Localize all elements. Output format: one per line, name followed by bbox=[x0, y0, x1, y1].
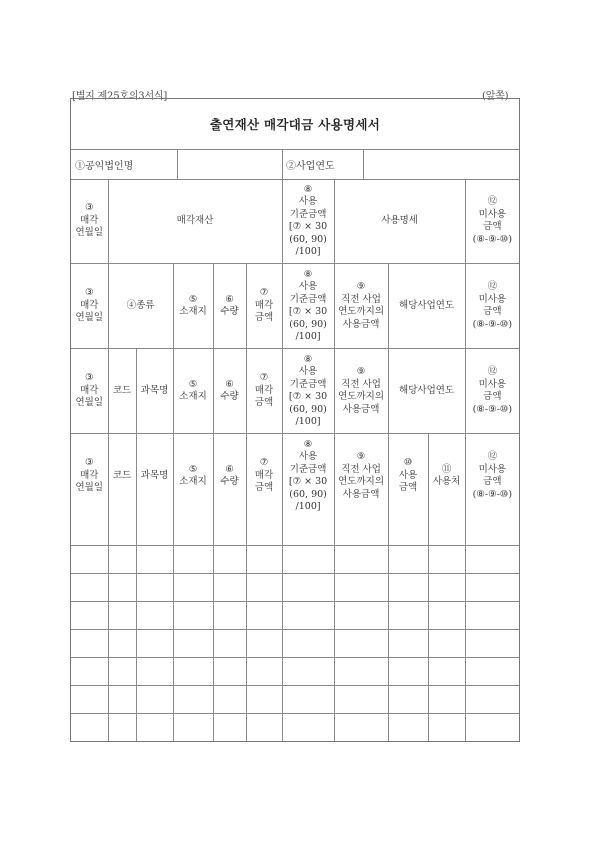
entry-cell[interactable] bbox=[465, 546, 519, 574]
sale-date-header: ③ 매각 연월일 bbox=[75, 287, 104, 324]
entry-cell[interactable] bbox=[136, 574, 173, 602]
sale-amount-header: ⑦ 매각 금액 bbox=[254, 287, 274, 324]
unused-amount-header: ⑫ 미사용 금액 (⑧-⑨-⑩) bbox=[472, 366, 513, 415]
entry-cell[interactable] bbox=[246, 630, 282, 658]
entry-cell[interactable] bbox=[213, 574, 246, 602]
sale-amount-header: ⑦ 매각 금액 bbox=[254, 457, 274, 494]
prior-used-header: ⑨ 직전 사업 연도까지의 사용금액 bbox=[338, 366, 384, 415]
entry-cell[interactable] bbox=[428, 630, 465, 658]
form-frame bbox=[70, 98, 520, 742]
form-number-label: [별지 제25호의3서식] bbox=[72, 91, 168, 102]
entry-cell[interactable] bbox=[173, 518, 213, 546]
subject-header: 과목명 bbox=[140, 384, 169, 396]
entry-cell[interactable] bbox=[136, 630, 173, 658]
entry-cell[interactable] bbox=[246, 546, 282, 574]
entry-cell[interactable] bbox=[213, 714, 246, 742]
unused-amount-header: ⑫ 미사용 금액 (⑧-⑨-⑩) bbox=[472, 281, 513, 330]
location-header: ⑤ 소재지 bbox=[179, 293, 207, 317]
entry-cell[interactable] bbox=[136, 686, 173, 714]
title-row bbox=[71, 99, 519, 150]
table-row bbox=[71, 686, 519, 714]
entry-cell[interactable] bbox=[428, 546, 465, 574]
entry-cell[interactable] bbox=[465, 518, 519, 546]
entry-cell[interactable] bbox=[282, 546, 334, 574]
entry-cell[interactable] bbox=[246, 714, 282, 742]
entry-cell[interactable] bbox=[428, 686, 465, 714]
entry-cell[interactable] bbox=[108, 658, 136, 686]
entry-cell[interactable] bbox=[388, 630, 428, 658]
entry-cell[interactable] bbox=[388, 546, 428, 574]
entry-cell[interactable] bbox=[71, 518, 108, 546]
entry-cell[interactable] bbox=[282, 602, 334, 630]
entry-cell[interactable] bbox=[108, 546, 136, 574]
base-amount-header: ⑧ 사용 기준금액 [⑦ × 30 (60, 90) /100] bbox=[288, 268, 328, 342]
entry-cell[interactable] bbox=[108, 630, 136, 658]
entry-cell[interactable] bbox=[282, 658, 334, 686]
entry-cell[interactable] bbox=[71, 602, 108, 630]
entry-cell[interactable] bbox=[246, 686, 282, 714]
entry-cell[interactable] bbox=[388, 714, 428, 742]
entry-cell[interactable] bbox=[388, 518, 428, 546]
entry-cell[interactable] bbox=[388, 658, 428, 686]
entry-cell[interactable] bbox=[108, 518, 136, 546]
entry-cell[interactable] bbox=[213, 602, 246, 630]
entry-cell[interactable] bbox=[136, 714, 173, 742]
prior-used-header: ⑨ 직전 사업 연도까지의 사용금액 bbox=[338, 281, 384, 330]
entry-rows bbox=[71, 518, 519, 741]
used-place-header: ⑪ 사용처 bbox=[432, 463, 461, 487]
table-row bbox=[71, 602, 519, 630]
entry-cell[interactable] bbox=[282, 686, 334, 714]
entry-cell[interactable] bbox=[213, 518, 246, 546]
page-side-label: (앞쪽) bbox=[482, 91, 509, 102]
entry-cell[interactable] bbox=[173, 714, 213, 742]
entry-cell[interactable] bbox=[136, 518, 173, 546]
entry-cell[interactable] bbox=[246, 602, 282, 630]
header-section-1 bbox=[71, 179, 519, 264]
entry-cell[interactable] bbox=[465, 602, 519, 630]
current-year-header: 해당사업연도 bbox=[399, 384, 455, 396]
base-amount-header: ⑧ 사용 기준금액 [⑦ × 30 (60, 90) /100] bbox=[288, 183, 328, 257]
entry-cell[interactable] bbox=[282, 518, 334, 546]
entry-cell[interactable] bbox=[108, 574, 136, 602]
entry-cell[interactable] bbox=[334, 546, 388, 574]
entry-cell[interactable] bbox=[388, 602, 428, 630]
entry-cell[interactable] bbox=[108, 602, 136, 630]
sale-date-header: ③ 매각 연월일 bbox=[75, 457, 104, 494]
entry-cell[interactable] bbox=[465, 574, 519, 602]
entry-cell[interactable] bbox=[71, 630, 108, 658]
entry-cell[interactable] bbox=[71, 686, 108, 714]
kind-header: ④종류 bbox=[126, 299, 155, 311]
entry-cell[interactable] bbox=[465, 714, 519, 742]
base-amount-header: ⑧ 사용 기준금액 [⑦ × 30 (60, 90) /100] bbox=[288, 438, 328, 512]
entry-cell[interactable] bbox=[334, 686, 388, 714]
info-row bbox=[71, 149, 519, 180]
entry-cell[interactable] bbox=[108, 686, 136, 714]
business-year-label: ②사업연도 bbox=[286, 160, 335, 172]
entry-cell[interactable] bbox=[465, 686, 519, 714]
table-row bbox=[71, 518, 519, 546]
entry-cell[interactable] bbox=[334, 658, 388, 686]
entry-cell[interactable] bbox=[71, 546, 108, 574]
sale-amount-header: ⑦ 매각 금액 bbox=[254, 372, 274, 409]
entry-cell[interactable] bbox=[246, 574, 282, 602]
quantity-header: ⑥ 수량 bbox=[220, 463, 239, 487]
table-row bbox=[71, 714, 519, 742]
entry-cell[interactable] bbox=[428, 602, 465, 630]
header-section-4 bbox=[71, 434, 519, 519]
entry-cell[interactable] bbox=[173, 602, 213, 630]
used-amount-header: ⑩ 사용 금액 bbox=[398, 457, 418, 494]
location-header: ⑤ 소재지 bbox=[179, 378, 207, 402]
location-header: ⑤ 소재지 bbox=[179, 463, 207, 487]
entry-cell[interactable] bbox=[173, 546, 213, 574]
entry-cell[interactable] bbox=[428, 574, 465, 602]
entry-cell[interactable] bbox=[108, 714, 136, 742]
sale-date-header: ③ 매각 연월일 bbox=[75, 202, 104, 239]
quantity-header: ⑥ 수량 bbox=[220, 378, 239, 402]
org-name-field[interactable] bbox=[181, 149, 281, 179]
entry-cell[interactable] bbox=[246, 518, 282, 546]
sale-date-header: ③ 매각 연월일 bbox=[75, 372, 104, 409]
entry-cell[interactable] bbox=[71, 714, 108, 742]
prior-used-header: ⑨ 직전 사업 연도까지의 사용금액 bbox=[338, 451, 384, 500]
entry-cell[interactable] bbox=[428, 518, 465, 546]
entry-cell[interactable] bbox=[388, 574, 428, 602]
business-year-field[interactable] bbox=[367, 149, 517, 179]
entry-cell[interactable] bbox=[334, 518, 388, 546]
code-header: 코드 bbox=[112, 469, 132, 481]
entry-cell[interactable] bbox=[334, 574, 388, 602]
unused-amount-header: ⑫ 미사용 금액 (⑧-⑨-⑩) bbox=[472, 451, 513, 500]
entry-cell[interactable] bbox=[334, 630, 388, 658]
base-amount-header: ⑧ 사용 기준금액 [⑦ × 30 (60, 90) /100] bbox=[288, 353, 328, 427]
entry-cell[interactable] bbox=[213, 686, 246, 714]
table-row bbox=[71, 546, 519, 574]
sold-property-header: 매각재산 bbox=[176, 214, 214, 226]
entry-cell[interactable] bbox=[282, 714, 334, 742]
entry-cell[interactable] bbox=[246, 658, 282, 686]
entry-cell[interactable] bbox=[334, 602, 388, 630]
org-name-label: ①공익법인명 bbox=[75, 160, 134, 172]
entry-cell[interactable] bbox=[136, 658, 173, 686]
entry-cell[interactable] bbox=[213, 658, 246, 686]
entry-cell[interactable] bbox=[465, 658, 519, 686]
entry-cell[interactable] bbox=[136, 602, 173, 630]
usage-table bbox=[71, 179, 519, 741]
table-row bbox=[71, 658, 519, 686]
entry-cell[interactable] bbox=[173, 630, 213, 658]
current-year-header: 해당사업연도 bbox=[399, 299, 455, 311]
page-title: 출연재산 매각대금 사용명세서 bbox=[209, 117, 381, 132]
table-row bbox=[71, 630, 519, 658]
entry-cell[interactable] bbox=[213, 630, 246, 658]
entry-cell[interactable] bbox=[465, 630, 519, 658]
entry-cell[interactable] bbox=[173, 658, 213, 686]
code-header: 코드 bbox=[112, 384, 132, 396]
header-section-2 bbox=[71, 264, 519, 349]
entry-cell[interactable] bbox=[282, 574, 334, 602]
subject-header: 과목명 bbox=[140, 469, 169, 481]
entry-cell[interactable] bbox=[282, 630, 334, 658]
entry-cell[interactable] bbox=[136, 546, 173, 574]
table-row bbox=[71, 574, 519, 602]
usage-detail-header: 사용명세 bbox=[381, 214, 418, 226]
entry-cell[interactable] bbox=[71, 574, 108, 602]
entry-cell[interactable] bbox=[428, 714, 465, 742]
quantity-header: ⑥ 수량 bbox=[220, 293, 239, 317]
entry-cell[interactable] bbox=[388, 686, 428, 714]
unused-amount-header: ⑫ 미사용 금액 (⑧-⑨-⑩) bbox=[472, 196, 513, 245]
entry-cell[interactable] bbox=[173, 574, 213, 602]
entry-cell[interactable] bbox=[213, 546, 246, 574]
entry-cell[interactable] bbox=[428, 658, 465, 686]
entry-cell[interactable] bbox=[71, 658, 108, 686]
entry-cell[interactable] bbox=[334, 714, 388, 742]
header-section-3 bbox=[71, 349, 519, 434]
entry-cell[interactable] bbox=[173, 686, 213, 714]
